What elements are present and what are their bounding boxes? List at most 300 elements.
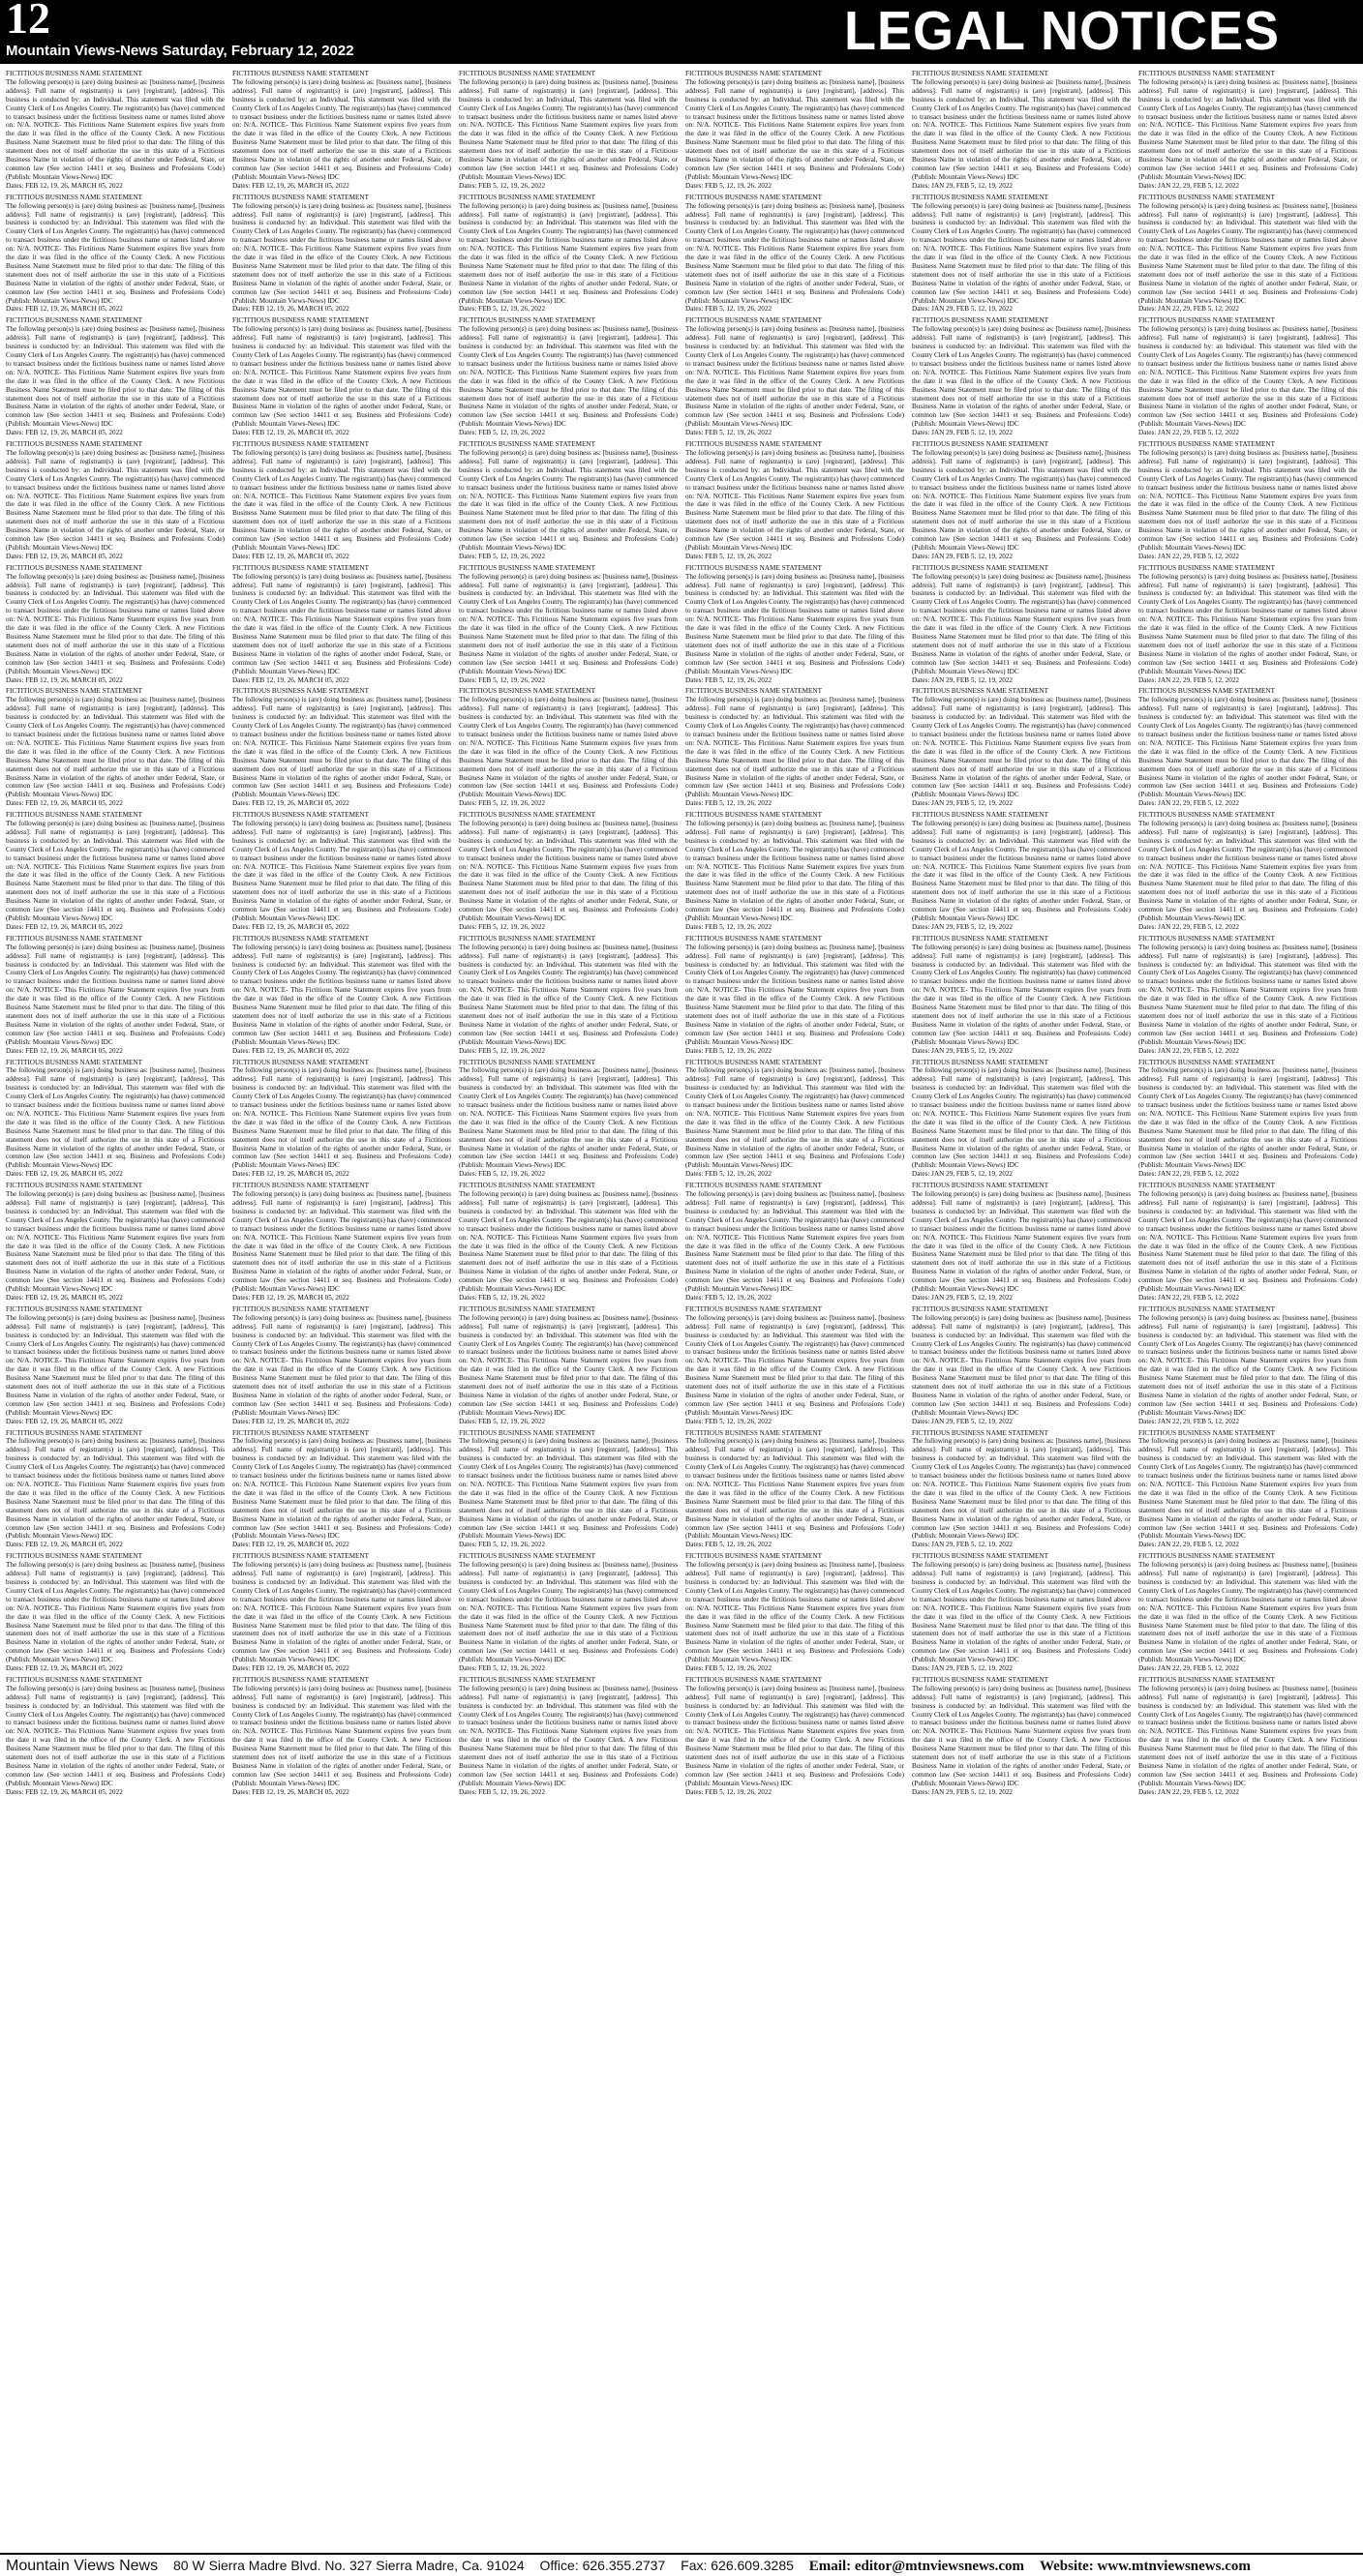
notice-body: The following person(s) is (are) doing business as: [business name], [business address]. Full name of registrant(s) is (are) [registrant], [address]. This business is conducted by: an Individual. This statement was filed with the County Clerk of Los Angeles County. The registrant(s) has (have) commenced to transact business under the fictitious business name or names listed above on: N/A. NOTICE- This Fictitious Name Statement expires five years from the date it was filed in the office of the County Clerk. A new Fictitious Business Name Statement must be filed prior to that date. The filing of this statement does not of itself authorize the use in this state of a Fictitious Business Name in violation of the rights of another under Federal, State, or common law (See section 14411 et seq. Business and Professions Code)(Publish: Mountain Views-News) IDC [685,325,904,429]
notice-body: The following person(s) is (are) doing business as: [business name], [business address]. Full name of registrant(s) is (are) [registrant], [address]. This business is conducted by: an Individual. This statement was filed with the County Clerk of Los Angeles County. The registrant(s) has (have) commenced to transact business under the fictitious business name or names listed above on: N/A. NOTICE- This Fictitious Name Statement expires five years from the date it was filed in the office of the County Clerk. A new Fictitious Business Name Statement must be filed prior to that date. The filing of this statement does not of itself authorize the use in this state of a Fictitious Business Name in violation of the rights of another under Federal, State, or common law (See section 14411 et seq. Business and Professions Code)(Publish: Mountain Views-News) IDC [912,448,1131,552]
notice-publish-dates: Dates: JAN 29, FEB 5, 12, 19, 2022 [912,1417,1014,1425]
fictitious-business-name-notice [232,811,451,932]
notice-body: The following person(s) is (are) doing business as: [business name], [business address]. Full name of registrant(s) is (are) [registrant], [address]. This business is conducted by: an Individual. This statement was filed with the County Clerk of Los Angeles County. The registrant(s) has (have) commenced to transact business under the fictitious business name or names listed above on: N/A. NOTICE- This Fictitious Name Statement expires five years from the date it was filed in the office of the County Clerk. A new Fictitious Business Name Statement must be filed prior to that date. The filing of this statement does not of itself authorize the use in this state of a Fictitious Business Name in violation of the rights of another under Federal, State, or common law (See section 14411 et seq. Business and Professions Code)(Publish: Mountain Views-News) IDC [912,1066,1131,1170]
notice-heading: FICTITIOUS BUSINESS NAME STATEMENT [1138,934,1275,943]
notice-publish-dates: Dates: FEB 5, 12, 19, 26, 2022 [459,675,546,684]
notice-heading: FICTITIOUS BUSINESS NAME STATEMENT [685,1428,822,1437]
fictitious-business-name-notice [6,564,225,685]
notice-body: The following person(s) is (are) doing business as: [business name], [business address]. Full name of registrant(s) is (are) [registrant], [address]. This business is conducted by: an Individual. This statement was filed with the County Clerk of Los Angeles County. The registrant(s) has (have) commenced to transact business under the fictitious business name or names listed above on: N/A. NOTICE- This Fictitious Name Statement expires five years from the date it was filed in the office of the County Clerk. A new Fictitious Business Name Statement must be filed prior to that date. The filing of this statement does not of itself authorize the use in this state of a Fictitious Business Name in violation of the rights of another under Federal, State, or common law (See section 14411 et seq. Business and Professions Code)(Publish: Mountain Views-News) IDC [685,1313,904,1417]
footer-paper-name: Mountain Views News [6,2558,159,2574]
notice-publish-dates: Dates: FEB 12, 19, 26, MARCH 05, 2022 [232,1293,349,1302]
notice-body: The following person(s) is (are) doing business as: [business name], [business address]. Full name of registrant(s) is (are) [registrant], [address]. This business is conducted by: an Individual. This statement was filed with the County Clerk of Los Angeles County. The registrant(s) has (have) commenced to transact business under the fictitious business name or names listed above on: N/A. NOTICE- This Fictitious Name Statement expires five years from the date it was filed in the office of the County Clerk. A new Fictitious Business Name Statement must be filed prior to that date. The filing of this statement does not of itself authorize the use in this state of a Fictitious Business Name in violation of the rights of another under Federal, State, or common law (See section 14411 et seq. Business and Professions Code)(Publish: Mountain Views-News) IDC [1138,1684,1357,1787]
fictitious-business-name-notice [685,1305,904,1426]
fictitious-business-name-notice [6,440,225,561]
notice-publish-dates: Dates: FEB 12, 19, 26, MARCH 05, 2022 [232,1664,349,1673]
notice-heading: FICTITIOUS BUSINESS NAME STATEMENT [912,563,1048,572]
notice-body: The following person(s) is (are) doing business as: [business name], [business address]. Full name of registrant(s) is (are) [registrant], [address]. This business is conducted by: an Individual. This statement was filed with the County Clerk of Los Angeles County. The registrant(s) has (have) commenced to transact business under the fictitious business name or names listed above on: N/A. NOTICE- This Fictitious Name Statement expires five years from the date it was filed in the office of the County Clerk. A new Fictitious Business Name Statement must be filed prior to that date. The filing of this statement does not of itself authorize the use in this state of a Fictitious Business Name in violation of the rights of another under Federal, State, or common law (See section 14411 et seq. Business and Professions Code)(Publish: Mountain Views-News) IDC [685,820,904,922]
notice-publish-dates: Dates: FEB 5, 12, 19, 26, 2022 [459,1541,546,1549]
notice-body: The following person(s) is (are) doing business as: [business name], [business address]. Full name of registrant(s) is (are) [registrant], [address]. This business is conducted by: an Individual. This statement was filed with the County Clerk of Los Angeles County. The registrant(s) has (have) commenced to transact business under the fictitious business name or names listed above on: N/A. NOTICE- This Fictitious Name Statement expires five years from the date it was filed in the office of the County Clerk. A new Fictitious Business Name Statement must be filed prior to that date. The filing of this statement does not of itself authorize the use in this state of a Fictitious Business Name in violation of the rights of another under Federal, State, or common law (See section 14411 et seq. Business and Professions Code)(Publish: Mountain Views-News) IDC [1138,572,1357,675]
fictitious-business-name-notice [685,1429,904,1550]
fictitious-business-name-notice [232,1552,451,1673]
section-title: LEGAL NOTICES [843,0,1280,62]
notice-heading: FICTITIOUS BUSINESS NAME STATEMENT [232,193,369,201]
fictitious-business-name-notice [1138,70,1357,191]
notice-heading: FICTITIOUS BUSINESS NAME STATEMENT [1138,70,1275,77]
notice-publish-dates: Dates: JAN 22, 29, FEB 5, 12, 2022 [1138,429,1240,437]
notice-body: The following person(s) is (are) doing business as: [business name], [business address]. Full name of registrant(s) is (are) [registrant], [address]. This business is conducted by: an Individual. This statement was filed with the County Clerk of Los Angeles County. The registrant(s) has (have) commenced to transact business under the fictitious business name or names listed above on: N/A. NOTICE- This Fictitious Name Statement expires five years from the date it was filed in the office of the County Clerk. A new Fictitious Business Name Statement must be filed prior to that date. The filing of this statement does not of itself authorize the use in this state of a Fictitious Business Name in violation of the rights of another under Federal, State, or common law (See section 14411 et seq. Business and Professions Code)(Publish: Mountain Views-News) IDC [1138,201,1357,305]
notice-heading: FICTITIOUS BUSINESS NAME STATEMENT [1138,1182,1275,1190]
fictitious-business-name-notice [459,935,678,1056]
notice-heading: FICTITIOUS BUSINESS NAME STATEMENT [232,1428,369,1437]
notice-body: The following person(s) is (are) doing business as: [business name], [business address]. Full name of registrant(s) is (are) [registrant], [address]. This business is conducted by: an Individual. This statement was filed with the County Clerk of Los Angeles County. The registrant(s) has (have) commenced to transact business under the fictitious business name or names listed above on: N/A. NOTICE- This Fictitious Name Statement expires five years from the date it was filed in the office of the County Clerk. A new Fictitious Business Name Statement must be filed prior to that date. The filing of this statement does not of itself authorize the use in this state of a Fictitious Business Name in violation of the rights of another under Federal, State, or common law (See section 14411 et seq. Business and Professions Code)(Publish: Mountain Views-News) IDC [459,1437,678,1541]
notice-heading: FICTITIOUS BUSINESS NAME STATEMENT [685,193,822,201]
notice-publish-dates: Dates: FEB 5, 12, 19, 26, 2022 [459,552,546,560]
notice-publish-dates: Dates: JAN 29, FEB 5, 12, 19, 2022 [912,1787,1014,1796]
notice-heading: FICTITIOUS BUSINESS NAME STATEMENT [912,193,1048,201]
notice-publish-dates: Dates: FEB 12, 19, 26, MARCH 05, 2022 [232,675,349,684]
notice-publish-dates: Dates: FEB 5, 12, 19, 26, 2022 [459,1293,546,1302]
notice-publish-dates: Dates: FEB 5, 12, 19, 26, 2022 [459,922,546,931]
notice-heading: FICTITIOUS BUSINESS NAME STATEMENT [459,70,595,77]
notice-publish-dates: Dates: FEB 12, 19, 26, MARCH 05, 2022 [6,1787,123,1796]
notice-body: The following person(s) is (are) doing business as: [business name], [business address]. Full name of registrant(s) is (are) [registrant], [address]. This business is conducted by: an Individual. This statement was filed with the County Clerk of Los Angeles County. The registrant(s) has (have) commenced to transact business under the fictitious business name or names listed above on: N/A. NOTICE- This Fictitious Name Statement expires five years from the date it was filed in the office of the County Clerk. A new Fictitious Business Name Statement must be filed prior to that date. The filing of this statement does not of itself authorize the use in this state of a Fictitious Business Name in violation of the rights of another under Federal, State, or common law (See section 14411 et seq. Business and Professions Code)(Publish: Mountain Views-News) IDC [912,1561,1131,1664]
fictitious-business-name-notice [1138,1429,1357,1550]
notice-body: The following person(s) is (are) doing business as: [business name], [business address]. Full name of registrant(s) is (are) [registrant], [address]. This business is conducted by: an Individual. This statement was filed with the County Clerk of Los Angeles County. The registrant(s) has (have) commenced to transact business under the fictitious business name or names listed above on: N/A. NOTICE- This Fictitious Name Statement expires five years from the date it was filed in the office of the County Clerk. A new Fictitious Business Name Statement must be filed prior to that date. The filing of this statement does not of itself authorize the use in this state of a Fictitious Business Name in violation of the rights of another under Federal, State, or common law (See section 14411 et seq. Business and Professions Code)(Publish: Mountain Views-News) IDC [1138,77,1357,181]
notice-heading: FICTITIOUS BUSINESS NAME STATEMENT [459,440,595,449]
notice-body: The following person(s) is (are) doing business as: [business name], [business address]. Full name of registrant(s) is (are) [registrant], [address]. This business is conducted by: an Individual. This statement was filed with the County Clerk of Los Angeles County. The registrant(s) has (have) commenced to transact business under the fictitious business name or names listed above on: N/A. NOTICE- This Fictitious Name Statement expires five years from the date it was filed in the office of the County Clerk. A new Fictitious Business Name Statement must be filed prior to that date. The filing of this statement does not of itself authorize the use in this state of a Fictitious Business Name in violation of the rights of another under Federal, State, or common law (See section 14411 et seq. Business and Professions Code)(Publish: Mountain Views-News) IDC [6,1190,225,1294]
notice-publish-dates: Dates: FEB 12, 19, 26, MARCH 05, 2022 [6,799,123,808]
fictitious-business-name-notice [232,1676,451,1797]
notice-publish-dates: Dates: JAN 22, 29, FEB 5, 12, 2022 [1138,1170,1240,1179]
notice-publish-dates: Dates: FEB 5, 12, 19, 26, 2022 [459,1046,546,1055]
notice-body: The following person(s) is (are) doing business as: [business name], [business address]. Full name of registrant(s) is (are) [registrant], [address]. This business is conducted by: an Individual. This statement was filed with the County Clerk of Los Angeles County. The registrant(s) has (have) commenced to transact business under the fictitious business name or names listed above on: N/A. NOTICE- This Fictitious Name Statement expires five years from the date it was filed in the office of the County Clerk. A new Fictitious Business Name Statement must be filed prior to that date. The filing of this statement does not of itself authorize the use in this state of a Fictitious Business Name in violation of the rights of another under Federal, State, or common law (See section 14411 et seq. Business and Professions Code)(Publish: Mountain Views-News) IDC [232,943,451,1046]
notice-heading: FICTITIOUS BUSINESS NAME STATEMENT [232,1182,369,1190]
notice-publish-dates: Dates: FEB 12, 19, 26, MARCH 05, 2022 [6,305,123,314]
notice-body: The following person(s) is (are) doing business as: [business name], [business address]. Full name of registrant(s) is (are) [registrant], [address]. This business is conducted by: an Individual. This statement was filed with the County Clerk of Los Angeles County. The registrant(s) has (have) commenced to transact business under the fictitious business name or names listed above on: N/A. NOTICE- This Fictitious Name Statement expires five years from the date it was filed in the office of the County Clerk. A new Fictitious Business Name Statement must be filed prior to that date. The filing of this statement does not of itself authorize the use in this state of a Fictitious Business Name in violation of the rights of another under Federal, State, or common law (See section 14411 et seq. Business and Professions Code)(Publish: Mountain Views-News) IDC [459,77,678,181]
footer-address: 80 W Sierra Madre Blvd. No. 327 Sierra Madre, Ca. 91024 [173,2558,525,2573]
notice-body: The following person(s) is (are) doing business as: [business name], [business address]. Full name of registrant(s) is (are) [registrant], [address]. This business is conducted by: an Individual. This statement was filed with the County Clerk of Los Angeles County. The registrant(s) has (have) commenced to transact business under the fictitious business name or names listed above on: N/A. NOTICE- This Fictitious Name Statement expires five years from the date it was filed in the office of the County Clerk. A new Fictitious Business Name Statement must be filed prior to that date. The filing of this statement does not of itself authorize the use in this state of a Fictitious Business Name in violation of the rights of another under Federal, State, or common law (See section 14411 et seq. Business and Professions Code)(Publish: Mountain Views-News) IDC [685,77,904,181]
notice-publish-dates: Dates: FEB 12, 19, 26, MARCH 05, 2022 [6,1417,123,1425]
notice-publish-dates: Dates: FEB 5, 12, 19, 26, 2022 [685,1417,772,1425]
notice-column [232,70,451,2537]
notice-body: The following person(s) is (are) doing business as: [business name], [business address]. Full name of registrant(s) is (are) [registrant], [address]. This business is conducted by: an Individual. This statement was filed with the County Clerk of Los Angeles County. The registrant(s) has (have) commenced to transact business under the fictitious business name or names listed above on: N/A. NOTICE- This Fictitious Name Statement expires five years from the date it was filed in the office of the County Clerk. A new Fictitious Business Name Statement must be filed prior to that date. The filing of this statement does not of itself authorize the use in this state of a Fictitious Business Name in violation of the rights of another under Federal, State, or common law (See section 14411 et seq. Business and Professions Code)(Publish: Mountain Views-News) IDC [1138,1561,1357,1664]
notice-heading: FICTITIOUS BUSINESS NAME STATEMENT [912,1428,1048,1437]
notice-body: The following person(s) is (are) doing business as: [business name], [business address]. Full name of registrant(s) is (are) [registrant], [address]. This business is conducted by: an Individual. This statement was filed with the County Clerk of Los Angeles County. The registrant(s) has (have) commenced to transact business under the fictitious business name or names listed above on: N/A. NOTICE- This Fictitious Name Statement expires five years from the date it was filed in the office of the County Clerk. A new Fictitious Business Name Statement must be filed prior to that date. The filing of this statement does not of itself authorize the use in this state of a Fictitious Business Name in violation of the rights of another under Federal, State, or common law (See section 14411 et seq. Business and Professions Code)(Publish: Mountain Views-News) IDC [1138,1437,1357,1541]
notice-publish-dates: Dates: JAN 22, 29, FEB 5, 12, 2022 [1138,922,1240,931]
fictitious-business-name-notice [1138,316,1357,437]
notice-body: The following person(s) is (are) doing business as: [business name], [business address]. Full name of registrant(s) is (are) [registrant], [address]. This business is conducted by: an Individual. This statement was filed with the County Clerk of Los Angeles County. The registrant(s) has (have) commenced to transact business under the fictitious business name or names listed above on: N/A. NOTICE- This Fictitious Name Statement expires five years from the date it was filed in the office of the County Clerk. A new Fictitious Business Name Statement must be filed prior to that date. The filing of this statement does not of itself authorize the use in this state of a Fictitious Business Name in violation of the rights of another under Federal, State, or common law (See section 14411 et seq. Business and Professions Code)(Publish: Mountain Views-News) IDC [685,696,904,799]
notice-body: The following person(s) is (are) doing business as: [business name], [business address]. Full name of registrant(s) is (are) [registrant], [address]. This business is conducted by: an Individual. This statement was filed with the County Clerk of Los Angeles County. The registrant(s) has (have) commenced to transact business under the fictitious business name or names listed above on: N/A. NOTICE- This Fictitious Name Statement expires five years from the date it was filed in the office of the County Clerk. A new Fictitious Business Name Statement must be filed prior to that date. The filing of this statement does not of itself authorize the use in this state of a Fictitious Business Name in violation of the rights of another under Federal, State, or common law (See section 14411 et seq. Business and Professions Code)(Publish: Mountain Views-News) IDC [6,1684,225,1787]
notice-publish-dates: Dates: FEB 12, 19, 26, MARCH 05, 2022 [232,305,349,314]
notice-heading: FICTITIOUS BUSINESS NAME STATEMENT [912,1058,1048,1066]
notice-publish-dates: Dates: FEB 5, 12, 19, 26, 2022 [459,429,546,437]
notice-body: The following person(s) is (are) doing business as: [business name], [business address]. Full name of registrant(s) is (are) [registrant], [address]. This business is conducted by: an Individual. This statement was filed with the County Clerk of Los Angeles County. The registrant(s) has (have) commenced to transact business under the fictitious business name or names listed above on: N/A. NOTICE- This Fictitious Name Statement expires five years from the date it was filed in the office of the County Clerk. A new Fictitious Business Name Statement must be filed prior to that date. The filing of this statement does not of itself authorize the use in this state of a Fictitious Business Name in violation of the rights of another under Federal, State, or common law (See section 14411 et seq. Business and Professions Code)(Publish: Mountain Views-News) IDC [685,572,904,675]
fictitious-business-name-notice [685,1676,904,1797]
fictitious-business-name-notice [232,70,451,191]
notice-body: The following person(s) is (are) doing business as: [business name], [business address]. Full name of registrant(s) is (are) [registrant], [address]. This business is conducted by: an Individual. This statement was filed with the County Clerk of Los Angeles County. The registrant(s) has (have) commenced to transact business under the fictitious business name or names listed above on: N/A. NOTICE- This Fictitious Name Statement expires five years from the date it was filed in the office of the County Clerk. A new Fictitious Business Name Statement must be filed prior to that date. The filing of this statement does not of itself authorize the use in this state of a Fictitious Business Name in violation of the rights of another under Federal, State, or common law (See section 14411 et seq. Business and Professions Code)(Publish: Mountain Views-News) IDC [459,943,678,1046]
page-number: 12 [6,0,50,43]
notice-heading: FICTITIOUS BUSINESS NAME STATEMENT [1138,440,1275,449]
notice-publish-dates: Dates: FEB 12, 19, 26, MARCH 05, 2022 [6,675,123,684]
footer-website-link[interactable]: Website: www.mtnviewsnews.com [1039,2559,1251,2574]
notice-publish-dates: Dates: FEB 5, 12, 19, 26, 2022 [459,305,546,314]
notice-publish-dates: Dates: JAN 29, FEB 5, 12, 19, 2022 [912,1170,1014,1179]
notice-publish-dates: Dates: FEB 5, 12, 19, 26, 2022 [459,1417,546,1425]
notice-body: The following person(s) is (are) doing business as: [business name], [business address]. Full name of registrant(s) is (are) [registrant], [address]. This business is conducted by: an Individual. This statement was filed with the County Clerk of Los Angeles County. The registrant(s) has (have) commenced to transact business under the fictitious business name or names listed above on: N/A. NOTICE- This Fictitious Name Statement expires five years from the date it was filed in the office of the County Clerk. A new Fictitious Business Name Statement must be filed prior to that date. The filing of this statement does not of itself authorize the use in this state of a Fictitious Business Name in violation of the rights of another under Federal, State, or common law (See section 14411 et seq. Business and Professions Code)(Publish: Mountain Views-News) IDC [912,696,1131,799]
notice-body: The following person(s) is (are) doing business as: [business name], [business address]. Full name of registrant(s) is (are) [registrant], [address]. This business is conducted by: an Individual. This statement was filed with the County Clerk of Los Angeles County. The registrant(s) has (have) commenced to transact business under the fictitious business name or names listed above on: N/A. NOTICE- This Fictitious Name Statement expires five years from the date it was filed in the office of the County Clerk. A new Fictitious Business Name Statement must be filed prior to that date. The filing of this statement does not of itself authorize the use in this state of a Fictitious Business Name in violation of the rights of another under Federal, State, or common law (See section 14411 et seq. Business and Professions Code)(Publish: Mountain Views-News) IDC [1138,1066,1357,1170]
fictitious-business-name-notice [912,194,1131,315]
notice-body: The following person(s) is (are) doing business as: [business name], [business address]. Full name of registrant(s) is (are) [registrant], [address]. This business is conducted by: an Individual. This statement was filed with the County Clerk of Los Angeles County. The registrant(s) has (have) commenced to transact business under the fictitious business name or names listed above on: N/A. NOTICE- This Fictitious Name Statement expires five years from the date it was filed in the office of the County Clerk. A new Fictitious Business Name Statement must be filed prior to that date. The filing of this statement does not of itself authorize the use in this state of a Fictitious Business Name in violation of the rights of another under Federal, State, or common law (See section 14411 et seq. Business and Professions Code)(Publish: Mountain Views-News) IDC [459,1190,678,1294]
notice-publish-dates: Dates: JAN 22, 29, FEB 5, 12, 2022 [1138,181,1240,190]
notice-heading: FICTITIOUS BUSINESS NAME STATEMENT [685,70,822,77]
notice-heading: FICTITIOUS BUSINESS NAME STATEMENT [459,1304,595,1313]
notice-heading: FICTITIOUS BUSINESS NAME STATEMENT [6,70,142,77]
notice-column [6,70,225,2537]
fictitious-business-name-notice [232,1305,451,1426]
notice-publish-dates: Dates: JAN 22, 29, FEB 5, 12, 2022 [1138,552,1240,560]
fictitious-business-name-notice [912,1182,1131,1303]
notice-heading: FICTITIOUS BUSINESS NAME STATEMENT [685,934,822,943]
fictitious-business-name-notice [6,1429,225,1550]
notice-publish-dates: Dates: FEB 5, 12, 19, 26, 2022 [459,1170,546,1179]
notice-publish-dates: Dates: FEB 12, 19, 26, MARCH 05, 2022 [6,922,123,931]
notice-body: The following person(s) is (are) doing business as: [business name], [business address]. Full name of registrant(s) is (are) [registrant], [address]. This business is conducted by: an Individual. This statement was filed with the County Clerk of Los Angeles County. The registrant(s) has (have) commenced to transact business under the fictitious business name or names listed above on: N/A. NOTICE- This Fictitious Name Statement expires five years from the date it was filed in the office of the County Clerk. A new Fictitious Business Name Statement must be filed prior to that date. The filing of this statement does not of itself authorize the use in this state of a Fictitious Business Name in violation of the rights of another under Federal, State, or common law (See section 14411 et seq. Business and Professions Code)(Publish: Mountain Views-News) IDC [459,572,678,675]
fictitious-business-name-notice [232,440,451,561]
notice-heading: FICTITIOUS BUSINESS NAME STATEMENT [685,563,822,572]
notice-body: The following person(s) is (are) doing business as: [business name], [business address]. Full name of registrant(s) is (are) [registrant], [address]. This business is conducted by: an Individual. This statement was filed with the County Clerk of Los Angeles County. The registrant(s) has (have) commenced to transact business under the fictitious business name or names listed above on: N/A. NOTICE- This Fictitious Name Statement expires five years from the date it was filed in the office of the County Clerk. A new Fictitious Business Name Statement must be filed prior to that date. The filing of this statement does not of itself authorize the use in this state of a Fictitious Business Name in violation of the rights of another under Federal, State, or common law (See section 14411 et seq. Business and Professions Code)(Publish: Mountain Views-News) IDC [232,448,451,552]
fictitious-business-name-notice [459,1552,678,1673]
notice-body: The following person(s) is (are) doing business as: [business name], [business address]. Full name of registrant(s) is (are) [registrant], [address]. This business is conducted by: an Individual. This statement was filed with the County Clerk of Los Angeles County. The registrant(s) has (have) commenced to transact business under the fictitious business name or names listed above on: N/A. NOTICE- This Fictitious Name Statement expires five years from the date it was filed in the office of the County Clerk. A new Fictitious Business Name Statement must be filed prior to that date. The filing of this statement does not of itself authorize the use in this state of a Fictitious Business Name in violation of the rights of another under Federal, State, or common law (See section 14411 et seq. Business and Professions Code)(Publish: Mountain Views-News) IDC [459,325,678,429]
fictitious-business-name-notice [232,1059,451,1180]
notice-body: The following person(s) is (are) doing business as: [business name], [business address]. Full name of registrant(s) is (are) [registrant], [address]. This business is conducted by: an Individual. This statement was filed with the County Clerk of Los Angeles County. The registrant(s) has (have) commenced to transact business under the fictitious business name or names listed above on: N/A. NOTICE- This Fictitious Name Statement expires five years from the date it was filed in the office of the County Clerk. A new Fictitious Business Name Statement must be filed prior to that date. The filing of this statement does not of itself authorize the use in this state of a Fictitious Business Name in violation of the rights of another under Federal, State, or common law (See section 14411 et seq. Business and Professions Code)(Publish: Mountain Views-News) IDC [685,1190,904,1294]
fictitious-business-name-notice [6,70,225,191]
notice-body: The following person(s) is (are) doing business as: [business name], [business address]. Full name of registrant(s) is (are) [registrant], [address]. This business is conducted by: an Individual. This statement was filed with the County Clerk of Los Angeles County. The registrant(s) has (have) commenced to transact business under the fictitious business name or names listed above on: N/A. NOTICE- This Fictitious Name Statement expires five years from the date it was filed in the office of the County Clerk. A new Fictitious Business Name Statement must be filed prior to that date. The filing of this statement does not of itself authorize the use in this state of a Fictitious Business Name in violation of the rights of another under Federal, State, or common law (See section 14411 et seq. Business and Professions Code)(Publish: Mountain Views-News) IDC [1138,448,1357,552]
notice-heading: FICTITIOUS BUSINESS NAME STATEMENT [6,1058,142,1066]
notice-heading: FICTITIOUS BUSINESS NAME STATEMENT [6,316,142,325]
notice-body: The following person(s) is (are) doing business as: [business name], [business address]. Full name of registrant(s) is (are) [registrant], [address]. This business is conducted by: an Individual. This statement was filed with the County Clerk of Los Angeles County. The registrant(s) has (have) commenced to transact business under the fictitious business name or names listed above on: N/A. NOTICE- This Fictitious Name Statement expires five years from the date it was filed in the office of the County Clerk. A new Fictitious Business Name Statement must be filed prior to that date. The filing of this statement does not of itself authorize the use in this state of a Fictitious Business Name in violation of the rights of another under Federal, State, or common law (See section 14411 et seq. Business and Professions Code)(Publish: Mountain Views-News) IDC [685,448,904,552]
notice-publish-dates: Dates: FEB 5, 12, 19, 26, 2022 [685,552,772,560]
notice-heading: FICTITIOUS BUSINESS NAME STATEMENT [459,1675,595,1684]
notice-publish-dates: Dates: FEB 12, 19, 26, MARCH 05, 2022 [232,1787,349,1796]
notice-publish-dates: Dates: FEB 5, 12, 19, 26, 2022 [685,1541,772,1549]
fictitious-business-name-notice [685,1552,904,1673]
notice-heading: FICTITIOUS BUSINESS NAME STATEMENT [459,193,595,201]
notice-body: The following person(s) is (are) doing business as: [business name], [business address]. Full name of registrant(s) is (are) [registrant], [address]. This business is conducted by: an Individual. This statement was filed with the County Clerk of Los Angeles County. The registrant(s) has (have) commenced to transact business under the fictitious business name or names listed above on: N/A. NOTICE- This Fictitious Name Statement expires five years from the date it was filed in the office of the County Clerk. A new Fictitious Business Name Statement must be filed prior to that date. The filing of this statement does not of itself authorize the use in this state of a Fictitious Business Name in violation of the rights of another under Federal, State, or common law (See section 14411 et seq. Business and Professions Code)(Publish: Mountain Views-News) IDC [1138,1313,1357,1417]
notice-publish-dates: Dates: FEB 12, 19, 26, MARCH 05, 2022 [232,922,349,931]
fictitious-business-name-notice [232,316,451,437]
notice-body: The following person(s) is (are) doing business as: [business name], [business address]. Full name of registrant(s) is (are) [registrant], [address]. This business is conducted by: an Individual. This statement was filed with the County Clerk of Los Angeles County. The registrant(s) has (have) commenced to transact business under the fictitious business name or names listed above on: N/A. NOTICE- This Fictitious Name Statement expires five years from the date it was filed in the office of the County Clerk. A new Fictitious Business Name Statement must be filed prior to that date. The filing of this statement does not of itself authorize the use in this state of a Fictitious Business Name in violation of the rights of another under Federal, State, or common law (See section 14411 et seq. Business and Professions Code)(Publish: Mountain Views-News) IDC [912,943,1131,1046]
notice-publish-dates: Dates: FEB 12, 19, 26, MARCH 05, 2022 [6,429,123,437]
fictitious-business-name-notice [232,687,451,808]
notice-publish-dates: Dates: JAN 29, FEB 5, 12, 19, 2022 [912,1664,1014,1673]
notice-body: The following person(s) is (are) doing business as: [business name], [business address]. Full name of registrant(s) is (are) [registrant], [address]. This business is conducted by: an Individual. This statement was filed with the County Clerk of Los Angeles County. The registrant(s) has (have) commenced to transact business under the fictitious business name or names listed above on: N/A. NOTICE- This Fictitious Name Statement expires five years from the date it was filed in the office of the County Clerk. A new Fictitious Business Name Statement must be filed prior to that date. The filing of this statement does not of itself authorize the use in this state of a Fictitious Business Name in violation of the rights of another under Federal, State, or common law (See section 14411 et seq. Business and Professions Code)(Publish: Mountain Views-News) IDC [912,325,1131,429]
notice-body: The following person(s) is (are) doing business as: [business name], [business address]. Full name of registrant(s) is (are) [registrant], [address]. This business is conducted by: an Individual. This statement was filed with the County Clerk of Los Angeles County. The registrant(s) has (have) commenced to transact business under the fictitious business name or names listed above on: N/A. NOTICE- This Fictitious Name Statement expires five years from the date it was filed in the office of the County Clerk. A new Fictitious Business Name Statement must be filed prior to that date. The filing of this statement does not of itself authorize the use in this state of a Fictitious Business Name in violation of the rights of another under Federal, State, or common law (See section 14411 et seq. Business and Professions Code)(Publish: Mountain Views-News) IDC [912,1190,1131,1294]
notice-body: The following person(s) is (are) doing business as: [business name], [business address]. Full name of registrant(s) is (are) [registrant], [address]. This business is conducted by: an Individual. This statement was filed with the County Clerk of Los Angeles County. The registrant(s) has (have) commenced to transact business under the fictitious business name or names listed above on: N/A. NOTICE- This Fictitious Name Statement expires five years from the date it was filed in the office of the County Clerk. A new Fictitious Business Name Statement must be filed prior to that date. The filing of this statement does not of itself authorize the use in this state of a Fictitious Business Name in violation of the rights of another under Federal, State, or common law (See section 14411 et seq. Business and Professions Code)(Publish: Mountain Views-News) IDC [232,572,451,675]
notice-body: The following person(s) is (are) doing business as: [business name], [business address]. Full name of registrant(s) is (are) [registrant], [address]. This business is conducted by: an Individual. This statement was filed with the County Clerk of Los Angeles County. The registrant(s) has (have) commenced to transact business under the fictitious business name or names listed above on: N/A. NOTICE- This Fictitious Name Statement expires five years from the date it was filed in the office of the County Clerk. A new Fictitious Business Name Statement must be filed prior to that date. The filing of this statement does not of itself authorize the use in this state of a Fictitious Business Name in violation of the rights of another under Federal, State, or common law (See section 14411 et seq. Business and Professions Code)(Publish: Mountain Views-News) IDC [6,572,225,675]
fictitious-business-name-notice [6,316,225,437]
fictitious-business-name-notice [232,1182,451,1303]
notice-heading: FICTITIOUS BUSINESS NAME STATEMENT [6,1552,142,1561]
fictitious-business-name-notice [1138,564,1357,685]
notice-publish-dates: Dates: FEB 12, 19, 26, MARCH 05, 2022 [232,552,349,560]
notice-body: The following person(s) is (are) doing business as: [business name], [business address]. Full name of registrant(s) is (are) [registrant], [address]. This business is conducted by: an Individual. This statement was filed with the County Clerk of Los Angeles County. The registrant(s) has (have) commenced to transact business under the fictitious business name or names listed above on: N/A. NOTICE- This Fictitious Name Statement expires five years from the date it was filed in the office of the County Clerk. A new Fictitious Business Name Statement must be filed prior to that date. The filing of this statement does not of itself authorize the use in this state of a Fictitious Business Name in violation of the rights of another under Federal, State, or common law (See section 14411 et seq. Business and Professions Code)(Publish: Mountain Views-News) IDC [6,1313,225,1417]
notice-heading: FICTITIOUS BUSINESS NAME STATEMENT [232,1058,369,1066]
notice-publish-dates: Dates: JAN 22, 29, FEB 5, 12, 2022 [1138,1046,1240,1055]
fictitious-business-name-notice [685,935,904,1056]
notice-heading: FICTITIOUS BUSINESS NAME STATEMENT [912,1304,1048,1313]
notice-body: The following person(s) is (are) doing business as: [business name], [business address]. Full name of registrant(s) is (are) [registrant], [address]. This business is conducted by: an Individual. This statement was filed with the County Clerk of Los Angeles County. The registrant(s) has (have) commenced to transact business under the fictitious business name or names listed above on: N/A. NOTICE- This Fictitious Name Statement expires five years from the date it was filed in the office of the County Clerk. A new Fictitious Business Name Statement must be filed prior to that date. The filing of this statement does not of itself authorize the use in this state of a Fictitious Business Name in violation of the rights of another under Federal, State, or common law (See section 14411 et seq. Business and Professions Code)(Publish: Mountain Views-News) IDC [459,1313,678,1417]
fictitious-business-name-notice [6,1182,225,1303]
notice-body: The following person(s) is (are) doing business as: [business name], [business address]. Full name of registrant(s) is (are) [registrant], [address]. This business is conducted by: an Individual. This statement was filed with the County Clerk of Los Angeles County. The registrant(s) has (have) commenced to transact business under the fictitious business name or names listed above on: N/A. NOTICE- This Fictitious Name Statement expires five years from the date it was filed in the office of the County Clerk. A new Fictitious Business Name Statement must be filed prior to that date. The filing of this statement does not of itself authorize the use in this state of a Fictitious Business Name in violation of the rights of another under Federal, State, or common law (See section 14411 et seq. Business and Professions Code)(Publish: Mountain Views-News) IDC [6,448,225,552]
notice-heading: FICTITIOUS BUSINESS NAME STATEMENT [912,1182,1048,1190]
notice-publish-dates: Dates: FEB 12, 19, 26, MARCH 05, 2022 [6,1170,123,1179]
notice-heading: FICTITIOUS BUSINESS NAME STATEMENT [459,1428,595,1437]
notice-heading: FICTITIOUS BUSINESS NAME STATEMENT [459,687,595,696]
notice-heading: FICTITIOUS BUSINESS NAME STATEMENT [232,440,369,449]
fictitious-business-name-notice [912,1059,1131,1180]
notice-heading: FICTITIOUS BUSINESS NAME STATEMENT [685,1182,822,1190]
notice-body: The following person(s) is (are) doing business as: [business name], [business address]. Full name of registrant(s) is (are) [registrant], [address]. This business is conducted by: an Individual. This statement was filed with the County Clerk of Los Angeles County. The registrant(s) has (have) commenced to transact business under the fictitious business name or names listed above on: N/A. NOTICE- This Fictitious Name Statement expires five years from the date it was filed in the office of the County Clerk. A new Fictitious Business Name Statement must be filed prior to that date. The filing of this statement does not of itself authorize the use in this state of a Fictitious Business Name in violation of the rights of another under Federal, State, or common law (See section 14411 et seq. Business and Professions Code)(Publish: Mountain Views-News) IDC [232,820,451,922]
notice-heading: FICTITIOUS BUSINESS NAME STATEMENT [6,1675,142,1684]
notice-publish-dates: Dates: FEB 12, 19, 26, MARCH 05, 2022 [6,181,123,190]
fictitious-business-name-notice [912,70,1131,191]
notice-body: The following person(s) is (are) doing business as: [business name], [business address]. Full name of registrant(s) is (are) [registrant], [address]. This business is conducted by: an Individual. This statement was filed with the County Clerk of Los Angeles County. The registrant(s) has (have) commenced to transact business under the fictitious business name or names listed above on: N/A. NOTICE- This Fictitious Name Statement expires five years from the date it was filed in the office of the County Clerk. A new Fictitious Business Name Statement must be filed prior to that date. The filing of this statement does not of itself authorize the use in this state of a Fictitious Business Name in violation of the rights of another under Federal, State, or common law (See section 14411 et seq. Business and Professions Code)(Publish: Mountain Views-News) IDC [459,1684,678,1787]
notice-heading: FICTITIOUS BUSINESS NAME STATEMENT [685,440,822,449]
notice-body: The following person(s) is (are) doing business as: [business name], [business address]. Full name of registrant(s) is (are) [registrant], [address]. This business is conducted by: an Individual. This statement was filed with the County Clerk of Los Angeles County. The registrant(s) has (have) commenced to transact business under the fictitious business name or names listed above on: N/A. NOTICE- This Fictitious Name Statement expires five years from the date it was filed in the office of the County Clerk. A new Fictitious Business Name Statement must be filed prior to that date. The filing of this statement does not of itself authorize the use in this state of a Fictitious Business Name in violation of the rights of another under Federal, State, or common law (See section 14411 et seq. Business and Professions Code)(Publish: Mountain Views-News) IDC [459,201,678,305]
fictitious-business-name-notice [912,440,1131,561]
fictitious-business-name-notice [459,70,678,191]
notice-heading: FICTITIOUS BUSINESS NAME STATEMENT [685,687,822,696]
notice-body: The following person(s) is (are) doing business as: [business name], [business address]. Full name of registrant(s) is (are) [registrant], [address]. This business is conducted by: an Individual. This statement was filed with the County Clerk of Los Angeles County. The registrant(s) has (have) commenced to transact business under the fictitious business name or names listed above on: N/A. NOTICE- This Fictitious Name Statement expires five years from the date it was filed in the office of the County Clerk. A new Fictitious Business Name Statement must be filed prior to that date. The filing of this statement does not of itself authorize the use in this state of a Fictitious Business Name in violation of the rights of another under Federal, State, or common law (See section 14411 et seq. Business and Professions Code)(Publish: Mountain Views-News) IDC [685,1561,904,1664]
notice-heading: FICTITIOUS BUSINESS NAME STATEMENT [1138,687,1275,696]
notice-heading: FICTITIOUS BUSINESS NAME STATEMENT [232,811,369,820]
notice-publish-dates: Dates: FEB 12, 19, 26, MARCH 05, 2022 [6,1664,123,1673]
notice-publish-dates: Dates: FEB 12, 19, 26, MARCH 05, 2022 [6,1541,123,1549]
notice-body: The following person(s) is (are) doing business as: [business name], [business address]. Full name of registrant(s) is (are) [registrant], [address]. This business is conducted by: an Individual. This statement was filed with the County Clerk of Los Angeles County. The registrant(s) has (have) commenced to transact business under the fictitious business name or names listed above on: N/A. NOTICE- This Fictitious Name Statement expires five years from the date it was filed in the office of the County Clerk. A new Fictitious Business Name Statement must be filed prior to that date. The filing of this statement does not of itself authorize the use in this state of a Fictitious Business Name in violation of the rights of another under Federal, State, or common law (See section 14411 et seq. Business and Professions Code)(Publish: Mountain Views-News) IDC [685,1066,904,1170]
fictitious-business-name-notice [6,1552,225,1673]
notice-heading: FICTITIOUS BUSINESS NAME STATEMENT [232,934,369,943]
fictitious-business-name-notice [1138,687,1357,808]
notice-heading: FICTITIOUS BUSINESS NAME STATEMENT [232,687,369,696]
notice-publish-dates: Dates: JAN 22, 29, FEB 5, 12, 2022 [1138,675,1240,684]
notice-publish-dates: Dates: FEB 5, 12, 19, 26, 2022 [459,1787,546,1796]
fictitious-business-name-notice [459,687,678,808]
fictitious-business-name-notice [1138,440,1357,561]
fictitious-business-name-notice [1138,1059,1357,1180]
notice-body: The following person(s) is (are) doing business as: [business name], [business address]. Full name of registrant(s) is (are) [registrant], [address]. This business is conducted by: an Individual. This statement was filed with the County Clerk of Los Angeles County. The registrant(s) has (have) commenced to transact business under the fictitious business name or names listed above on: N/A. NOTICE- This Fictitious Name Statement expires five years from the date it was filed in the office of the County Clerk. A new Fictitious Business Name Statement must be filed prior to that date. The filing of this statement does not of itself authorize the use in this state of a Fictitious Business Name in violation of the rights of another under Federal, State, or common law (See section 14411 et seq. Business and Professions Code)(Publish: Mountain Views-News) IDC [459,820,678,922]
notice-heading: FICTITIOUS BUSINESS NAME STATEMENT [1138,811,1275,820]
notice-publish-dates: Dates: FEB 12, 19, 26, MARCH 05, 2022 [232,1046,349,1055]
notice-heading: FICTITIOUS BUSINESS NAME STATEMENT [685,1552,822,1561]
notice-publish-dates: Dates: FEB 5, 12, 19, 26, 2022 [459,799,546,808]
notice-body: The following person(s) is (are) doing business as: [business name], [business address]. Full name of registrant(s) is (are) [registrant], [address]. This business is conducted by: an Individual. This statement was filed with the County Clerk of Los Angeles County. The registrant(s) has (have) commenced to transact business under the fictitious business name or names listed above on: N/A. NOTICE- This Fictitious Name Statement expires five years from the date it was filed in the office of the County Clerk. A new Fictitious Business Name Statement must be filed prior to that date. The filing of this statement does not of itself authorize the use in this state of a Fictitious Business Name in violation of the rights of another under Federal, State, or common law (See section 14411 et seq. Business and Professions Code)(Publish: Mountain Views-News) IDC [6,1066,225,1170]
fictitious-business-name-notice [459,1676,678,1797]
fictitious-business-name-notice [1138,811,1357,932]
notice-heading: FICTITIOUS BUSINESS NAME STATEMENT [912,1552,1048,1561]
notice-body: The following person(s) is (are) doing business as: [business name], [business address]. Full name of registrant(s) is (are) [registrant], [address]. This business is conducted by: an Individual. This statement was filed with the County Clerk of Los Angeles County. The registrant(s) has (have) commenced to transact business under the fictitious business name or names listed above on: N/A. NOTICE- This Fictitious Name Statement expires five years from the date it was filed in the office of the County Clerk. A new Fictitious Business Name Statement must be filed prior to that date. The filing of this statement does not of itself authorize the use in this state of a Fictitious Business Name in violation of the rights of another under Federal, State, or common law (See section 14411 et seq. Business and Professions Code)(Publish: Mountain Views-News) IDC [6,696,225,799]
notice-heading: FICTITIOUS BUSINESS NAME STATEMENT [6,1428,142,1437]
notice-body: The following person(s) is (are) doing business as: [business name], [business address]. Full name of registrant(s) is (are) [registrant], [address]. This business is conducted by: an Individual. This statement was filed with the County Clerk of Los Angeles County. The registrant(s) has (have) commenced to transact business under the fictitious business name or names listed above on: N/A. NOTICE- This Fictitious Name Statement expires five years from the date it was filed in the office of the County Clerk. A new Fictitious Business Name Statement must be filed prior to that date. The filing of this statement does not of itself authorize the use in this state of a Fictitious Business Name in violation of the rights of another under Federal, State, or common law (See section 14411 et seq. Business and Professions Code)(Publish: Mountain Views-News) IDC [232,1561,451,1664]
notice-heading: FICTITIOUS BUSINESS NAME STATEMENT [912,1675,1048,1684]
notice-body: The following person(s) is (are) doing business as: [business name], [business address]. Full name of registrant(s) is (are) [registrant], [address]. This business is conducted by: an Individual. This statement was filed with the County Clerk of Los Angeles County. The registrant(s) has (have) commenced to transact business under the fictitious business name or names listed above on: N/A. NOTICE- This Fictitious Name Statement expires five years from the date it was filed in the office of the County Clerk. A new Fictitious Business Name Statement must be filed prior to that date. The filing of this statement does not of itself authorize the use in this state of a Fictitious Business Name in violation of the rights of another under Federal, State, or common law (See section 14411 et seq. Business and Professions Code)(Publish: Mountain Views-News) IDC [6,1437,225,1541]
notice-publish-dates: Dates: FEB 5, 12, 19, 26, 2022 [685,1046,772,1055]
notice-publish-dates: Dates: FEB 12, 19, 26, MARCH 05, 2022 [232,181,349,190]
notice-body: The following person(s) is (are) doing business as: [business name], [business address]. Full name of registrant(s) is (are) [registrant], [address]. This business is conducted by: an Individual. This statement was filed with the County Clerk of Los Angeles County. The registrant(s) has (have) commenced to transact business under the fictitious business name or names listed above on: N/A. NOTICE- This Fictitious Name Statement expires five years from the date it was filed in the office of the County Clerk. A new Fictitious Business Name Statement must be filed prior to that date. The filing of this statement does not of itself authorize the use in this state of a Fictitious Business Name in violation of the rights of another under Federal, State, or common law (See section 14411 et seq. Business and Professions Code)(Publish: Mountain Views-News) IDC [6,820,225,922]
fictitious-business-name-notice [912,316,1131,437]
notice-column [459,70,678,2537]
notice-body: The following person(s) is (are) doing business as: [business name], [business address]. Full name of registrant(s) is (are) [registrant], [address]. This business is conducted by: an Individual. This statement was filed with the County Clerk of Los Angeles County. The registrant(s) has (have) commenced to transact business under the fictitious business name or names listed above on: N/A. NOTICE- This Fictitious Name Statement expires five years from the date it was filed in the office of the County Clerk. A new Fictitious Business Name Statement must be filed prior to that date. The filing of this statement does not of itself authorize the use in this state of a Fictitious Business Name in violation of the rights of another under Federal, State, or common law (See section 14411 et seq. Business and Professions Code)(Publish: Mountain Views-News) IDC [912,820,1131,922]
notice-publish-dates: Dates: JAN 22, 29, FEB 5, 12, 2022 [1138,1541,1240,1549]
notice-body: The following person(s) is (are) doing business as: [business name], [business address]. Full name of registrant(s) is (are) [registrant], [address]. This business is conducted by: an Individual. This statement was filed with the County Clerk of Los Angeles County. The registrant(s) has (have) commenced to transact business under the fictitious business name or names listed above on: N/A. NOTICE- This Fictitious Name Statement expires five years from the date it was filed in the office of the County Clerk. A new Fictitious Business Name Statement must be filed prior to that date. The filing of this statement does not of itself authorize the use in this state of a Fictitious Business Name in violation of the rights of another under Federal, State, or common law (See section 14411 et seq. Business and Professions Code)(Publish: Mountain Views-News) IDC [232,1684,451,1787]
notice-publish-dates: Dates: FEB 5, 12, 19, 26, 2022 [685,922,772,931]
notice-publish-dates: Dates: FEB 5, 12, 19, 26, 2022 [459,1664,546,1673]
notice-publish-dates: Dates: FEB 5, 12, 19, 26, 2022 [685,1170,772,1179]
notice-publish-dates: Dates: FEB 5, 12, 19, 26, 2022 [685,675,772,684]
footer-email-link[interactable]: Email: editor@mtnviewsnews.com [808,2559,1025,2574]
notice-publish-dates: Dates: FEB 12, 19, 26, MARCH 05, 2022 [6,1293,123,1302]
notice-heading: FICTITIOUS BUSINESS NAME STATEMENT [459,563,595,572]
notice-heading: FICTITIOUS BUSINESS NAME STATEMENT [685,811,822,820]
notice-body: The following person(s) is (are) doing business as: [business name], [business address]. Full name of registrant(s) is (are) [registrant], [address]. This business is conducted by: an Individual. This statement was filed with the County Clerk of Los Angeles County. The registrant(s) has (have) commenced to transact business under the fictitious business name or names listed above on: N/A. NOTICE- This Fictitious Name Statement expires five years from the date it was filed in the office of the County Clerk. A new Fictitious Business Name Statement must be filed prior to that date. The filing of this statement does not of itself authorize the use in this state of a Fictitious Business Name in violation of the rights of another under Federal, State, or common law (See section 14411 et seq. Business and Professions Code)(Publish: Mountain Views-News) IDC [912,1437,1131,1541]
fictitious-business-name-notice [459,564,678,685]
fictitious-business-name-notice [459,194,678,315]
notice-body: The following person(s) is (are) doing business as: [business name], [business address]. Full name of registrant(s) is (are) [registrant], [address]. This business is conducted by: an Individual. This statement was filed with the County Clerk of Los Angeles County. The registrant(s) has (have) commenced to transact business under the fictitious business name or names listed above on: N/A. NOTICE- This Fictitious Name Statement expires five years from the date it was filed in the office of the County Clerk. A new Fictitious Business Name Statement must be filed prior to that date. The filing of this statement does not of itself authorize the use in this state of a Fictitious Business Name in violation of the rights of another under Federal, State, or common law (See section 14411 et seq. Business and Professions Code)(Publish: Mountain Views-News) IDC [459,696,678,799]
notice-heading: FICTITIOUS BUSINESS NAME STATEMENT [685,316,822,325]
notice-body: The following person(s) is (are) doing business as: [business name], [business address]. Full name of registrant(s) is (are) [registrant], [address]. This business is conducted by: an Individual. This statement was filed with the County Clerk of Los Angeles County. The registrant(s) has (have) commenced to transact business under the fictitious business name or names listed above on: N/A. NOTICE- This Fictitious Name Statement expires five years from the date it was filed in the office of the County Clerk. A new Fictitious Business Name Statement must be filed prior to that date. The filing of this statement does not of itself authorize the use in this state of a Fictitious Business Name in violation of the rights of another under Federal, State, or common law (See section 14411 et seq. Business and Professions Code)(Publish: Mountain Views-News) IDC [232,77,451,181]
notice-body: The following person(s) is (are) doing business as: [business name], [business address]. Full name of registrant(s) is (are) [registrant], [address]. This business is conducted by: an Individual. This statement was filed with the County Clerk of Los Angeles County. The registrant(s) has (have) commenced to transact business under the fictitious business name or names listed above on: N/A. NOTICE- This Fictitious Name Statement expires five years from the date it was filed in the office of the County Clerk. A new Fictitious Business Name Statement must be filed prior to that date. The filing of this statement does not of itself authorize the use in this state of a Fictitious Business Name in violation of the rights of another under Federal, State, or common law (See section 14411 et seq. Business and Professions Code)(Publish: Mountain Views-News) IDC [1138,325,1357,429]
notice-publish-dates: Dates: JAN 29, FEB 5, 12, 19, 2022 [912,1541,1014,1549]
notice-publish-dates: Dates: JAN 29, FEB 5, 12, 19, 2022 [912,181,1014,190]
notice-publish-dates: Dates: FEB 12, 19, 26, MARCH 05, 2022 [232,1541,349,1549]
fictitious-business-name-notice [459,1182,678,1303]
notice-publish-dates: Dates: FEB 12, 19, 26, MARCH 05, 2022 [232,429,349,437]
notice-publish-dates: Dates: JAN 29, FEB 5, 12, 19, 2022 [912,799,1014,808]
notice-heading: FICTITIOUS BUSINESS NAME STATEMENT [1138,1304,1275,1313]
notice-publish-dates: Dates: FEB 12, 19, 26, MARCH 05, 2022 [6,1046,123,1055]
notice-heading: FICTITIOUS BUSINESS NAME STATEMENT [6,934,142,943]
notice-heading: FICTITIOUS BUSINESS NAME STATEMENT [912,687,1048,696]
notice-publish-dates: Dates: JAN 29, FEB 5, 12, 19, 2022 [912,675,1014,684]
notice-heading: FICTITIOUS BUSINESS NAME STATEMENT [6,1304,142,1313]
fictitious-business-name-notice [1138,1676,1357,1797]
notice-heading: FICTITIOUS BUSINESS NAME STATEMENT [6,687,142,696]
fictitious-business-name-notice [685,316,904,437]
notice-body: The following person(s) is (are) doing business as: [business name], [business address]. Full name of registrant(s) is (are) [registrant], [address]. This business is conducted by: an Individual. This statement was filed with the County Clerk of Los Angeles County. The registrant(s) has (have) commenced to transact business under the fictitious business name or names listed above on: N/A. NOTICE- This Fictitious Name Statement expires five years from the date it was filed in the office of the County Clerk. A new Fictitious Business Name Statement must be filed prior to that date. The filing of this statement does not of itself authorize the use in this state of a Fictitious Business Name in violation of the rights of another under Federal, State, or common law (See section 14411 et seq. Business and Professions Code)(Publish: Mountain Views-News) IDC [912,1684,1131,1787]
fictitious-business-name-notice [459,1059,678,1180]
fictitious-business-name-notice [685,440,904,561]
fictitious-business-name-notice [912,1305,1131,1426]
notice-publish-dates: Dates: JAN 29, FEB 5, 12, 19, 2022 [912,552,1014,560]
notice-body: The following person(s) is (are) doing business as: [business name], [business address]. Full name of registrant(s) is (are) [registrant], [address]. This business is conducted by: an Individual. This statement was filed with the County Clerk of Los Angeles County. The registrant(s) has (have) commenced to transact business under the fictitious business name or names listed above on: N/A. NOTICE- This Fictitious Name Statement expires five years from the date it was filed in the office of the County Clerk. A new Fictitious Business Name Statement must be filed prior to that date. The filing of this statement does not of itself authorize the use in this state of a Fictitious Business Name in violation of the rights of another under Federal, State, or common law (See section 14411 et seq. Business and Professions Code)(Publish: Mountain Views-News) IDC [912,572,1131,675]
notice-publish-dates: Dates: JAN 22, 29, FEB 5, 12, 2022 [1138,1787,1240,1796]
notice-heading: FICTITIOUS BUSINESS NAME STATEMENT [232,563,369,572]
notice-heading: FICTITIOUS BUSINESS NAME STATEMENT [459,1552,595,1561]
notice-body: The following person(s) is (are) doing business as: [business name], [business address]. Full name of registrant(s) is (are) [registrant], [address]. This business is conducted by: an Individual. This statement was filed with the County Clerk of Los Angeles County. The registrant(s) has (have) commenced to transact business under the fictitious business name or names listed above on: N/A. NOTICE- This Fictitious Name Statement expires five years from the date it was filed in the office of the County Clerk. A new Fictitious Business Name Statement must be filed prior to that date. The filing of this statement does not of itself authorize the use in this state of a Fictitious Business Name in violation of the rights of another under Federal, State, or common law (See section 14411 et seq. Business and Professions Code)(Publish: Mountain Views-News) IDC [685,201,904,305]
fictitious-business-name-notice [6,687,225,808]
fictitious-business-name-notice [912,564,1131,685]
fictitious-business-name-notice [912,687,1131,808]
fictitious-business-name-notice [685,194,904,315]
notice-heading: FICTITIOUS BUSINESS NAME STATEMENT [6,440,142,449]
fictitious-business-name-notice [912,1676,1131,1797]
notice-publish-dates: Dates: JAN 22, 29, FEB 5, 12, 2022 [1138,799,1240,808]
notice-heading: FICTITIOUS BUSINESS NAME STATEMENT [6,563,142,572]
fictitious-business-name-notice [459,440,678,561]
notice-body: The following person(s) is (are) doing business as: [business name], [business address]. Full name of registrant(s) is (are) [registrant], [address]. This business is conducted by: an Individual. This statement was filed with the County Clerk of Los Angeles County. The registrant(s) has (have) commenced to transact business under the fictitious business name or names listed above on: N/A. NOTICE- This Fictitious Name Statement expires five years from the date it was filed in the office of the County Clerk. A new Fictitious Business Name Statement must be filed prior to that date. The filing of this statement does not of itself authorize the use in this state of a Fictitious Business Name in violation of the rights of another under Federal, State, or common law (See section 14411 et seq. Business and Professions Code)(Publish: Mountain Views-News) IDC [912,77,1131,181]
notice-heading: FICTITIOUS BUSINESS NAME STATEMENT [685,1304,822,1313]
notice-heading: FICTITIOUS BUSINESS NAME STATEMENT [6,811,142,820]
fictitious-business-name-notice [6,1059,225,1180]
fictitious-business-name-notice [459,316,678,437]
fictitious-business-name-notice [1138,1182,1357,1303]
notice-heading: FICTITIOUS BUSINESS NAME STATEMENT [1138,1058,1275,1066]
notice-publish-dates: Dates: FEB 5, 12, 19, 26, 2022 [685,1293,772,1302]
fictitious-business-name-notice [685,687,904,808]
notice-body: The following person(s) is (are) doing business as: [business name], [business address]. Full name of registrant(s) is (are) [registrant], [address]. This business is conducted by: an Individual. This statement was filed with the County Clerk of Los Angeles County. The registrant(s) has (have) commenced to transact business under the fictitious business name or names listed above on: N/A. NOTICE- This Fictitious Name Statement expires five years from the date it was filed in the office of the County Clerk. A new Fictitious Business Name Statement must be filed prior to that date. The filing of this statement does not of itself authorize the use in this state of a Fictitious Business Name in violation of the rights of another under Federal, State, or common law (See section 14411 et seq. Business and Professions Code)(Publish: Mountain Views-News) IDC [6,325,225,429]
notice-body: The following person(s) is (are) doing business as: [business name], [business address]. Full name of registrant(s) is (are) [registrant], [address]. This business is conducted by: an Individual. This statement was filed with the County Clerk of Los Angeles County. The registrant(s) has (have) commenced to transact business under the fictitious business name or names listed above on: N/A. NOTICE- This Fictitious Name Statement expires five years from the date it was filed in the office of the County Clerk. A new Fictitious Business Name Statement must be filed prior to that date. The filing of this statement does not of itself authorize the use in this state of a Fictitious Business Name in violation of the rights of another under Federal, State, or common law (See section 14411 et seq. Business and Professions Code)(Publish: Mountain Views-News) IDC [459,1066,678,1170]
fictitious-business-name-notice [912,935,1131,1056]
fictitious-business-name-notice [232,194,451,315]
notice-publish-dates: Dates: FEB 5, 12, 19, 26, 2022 [685,429,772,437]
fictitious-business-name-notice [6,194,225,315]
notice-heading: FICTITIOUS BUSINESS NAME STATEMENT [459,316,595,325]
fictitious-business-name-notice [459,1305,678,1426]
fictitious-business-name-notice [459,1429,678,1550]
notice-body: The following person(s) is (are) doing business as: [business name], [business address]. Full name of registrant(s) is (are) [registrant], [address]. This business is conducted by: an Individual. This statement was filed with the County Clerk of Los Angeles County. The registrant(s) has (have) commenced to transact business under the fictitious business name or names listed above on: N/A. NOTICE- This Fictitious Name Statement expires five years from the date it was filed in the office of the County Clerk. A new Fictitious Business Name Statement must be filed prior to that date. The filing of this statement does not of itself authorize the use in this state of a Fictitious Business Name in violation of the rights of another under Federal, State, or common law (See section 14411 et seq. Business and Professions Code)(Publish: Mountain Views-News) IDC [232,1313,451,1417]
fictitious-business-name-notice [1138,194,1357,315]
notice-column [1138,70,1357,2537]
notice-publish-dates: Dates: FEB 5, 12, 19, 26, 2022 [685,1787,772,1796]
notice-heading: FICTITIOUS BUSINESS NAME STATEMENT [6,1182,142,1190]
notice-heading: FICTITIOUS BUSINESS NAME STATEMENT [912,440,1048,449]
notice-publish-dates: Dates: FEB 5, 12, 19, 26, 2022 [685,799,772,808]
notice-heading: FICTITIOUS BUSINESS NAME STATEMENT [232,1304,369,1313]
fictitious-business-name-notice [1138,1305,1357,1426]
fictitious-business-name-notice [232,564,451,685]
masthead [0,0,1363,64]
notice-heading: FICTITIOUS BUSINESS NAME STATEMENT [232,316,369,325]
notice-body: The following person(s) is (are) doing business as: [business name], [business address]. Full name of registrant(s) is (are) [registrant], [address]. This business is conducted by: an Individual. This statement was filed with the County Clerk of Los Angeles County. The registrant(s) has (have) commenced to transact business under the fictitious business name or names listed above on: N/A. NOTICE- This Fictitious Name Statement expires five years from the date it was filed in the office of the County Clerk. A new Fictitious Business Name Statement must be filed prior to that date. The filing of this statement does not of itself authorize the use in this state of a Fictitious Business Name in violation of the rights of another under Federal, State, or common law (See section 14411 et seq. Business and Professions Code)(Publish: Mountain Views-News) IDC [6,201,225,305]
notice-publish-dates: Dates: FEB 12, 19, 26, MARCH 05, 2022 [232,1417,349,1425]
notice-heading: FICTITIOUS BUSINESS NAME STATEMENT [912,811,1048,820]
fictitious-business-name-notice [1138,1552,1357,1673]
notice-heading: FICTITIOUS BUSINESS NAME STATEMENT [685,1675,822,1684]
notice-heading: FICTITIOUS BUSINESS NAME STATEMENT [1138,1428,1275,1437]
notice-heading: FICTITIOUS BUSINESS NAME STATEMENT [232,1675,369,1684]
notice-body: The following person(s) is (are) doing business as: [business name], [business address]. Full name of registrant(s) is (are) [registrant], [address]. This business is conducted by: an Individual. This statement was filed with the County Clerk of Los Angeles County. The registrant(s) has (have) commenced to transact business under the fictitious business name or names listed above on: N/A. NOTICE- This Fictitious Name Statement expires five years from the date it was filed in the office of the County Clerk. A new Fictitious Business Name Statement must be filed prior to that date. The filing of this statement does not of itself authorize the use in this state of a Fictitious Business Name in violation of the rights of another under Federal, State, or common law (See section 14411 et seq. Business and Professions Code)(Publish: Mountain Views-News) IDC [232,1437,451,1541]
fictitious-business-name-notice [685,70,904,191]
notice-body: The following person(s) is (are) doing business as: [business name], [business address]. Full name of registrant(s) is (are) [registrant], [address]. This business is conducted by: an Individual. This statement was filed with the County Clerk of Los Angeles County. The registrant(s) has (have) commenced to transact business under the fictitious business name or names listed above on: N/A. NOTICE- This Fictitious Name Statement expires five years from the date it was filed in the office of the County Clerk. A new Fictitious Business Name Statement must be filed prior to that date. The filing of this statement does not of itself authorize the use in this state of a Fictitious Business Name in violation of the rights of another under Federal, State, or common law (See section 14411 et seq. Business and Professions Code)(Publish: Mountain Views-News) IDC [232,325,451,429]
fictitious-business-name-notice [912,1552,1131,1673]
notice-body: The following person(s) is (are) doing business as: [business name], [business address]. Full name of registrant(s) is (are) [registrant], [address]. This business is conducted by: an Individual. This statement was filed with the County Clerk of Los Angeles County. The registrant(s) has (have) commenced to transact business under the fictitious business name or names listed above on: N/A. NOTICE- This Fictitious Name Statement expires five years from the date it was filed in the office of the County Clerk. A new Fictitious Business Name Statement must be filed prior to that date. The filing of this statement does not of itself authorize the use in this state of a Fictitious Business Name in violation of the rights of another under Federal, State, or common law (See section 14411 et seq. Business and Professions Code)(Publish: Mountain Views-News) IDC [912,201,1131,305]
notice-body: The following person(s) is (are) doing business as: [business name], [business address]. Full name of registrant(s) is (are) [registrant], [address]. This business is conducted by: an Individual. This statement was filed with the County Clerk of Los Angeles County. The registrant(s) has (have) commenced to transact business under the fictitious business name or names listed above on: N/A. NOTICE- This Fictitious Name Statement expires five years from the date it was filed in the office of the County Clerk. A new Fictitious Business Name Statement must be filed prior to that date. The filing of this statement does not of itself authorize the use in this state of a Fictitious Business Name in violation of the rights of another under Federal, State, or common law (See section 14411 et seq. Business and Professions Code)(Publish: Mountain Views-News) IDC [232,201,451,305]
notice-heading: FICTITIOUS BUSINESS NAME STATEMENT [1138,1675,1275,1684]
notice-heading: FICTITIOUS BUSINESS NAME STATEMENT [685,1058,822,1066]
notice-heading: FICTITIOUS BUSINESS NAME STATEMENT [912,316,1048,325]
notice-body: The following person(s) is (are) doing business as: [business name], [business address]. Full name of registrant(s) is (are) [registrant], [address]. This business is conducted by: an Individual. This statement was filed with the County Clerk of Los Angeles County. The registrant(s) has (have) commenced to transact business under the fictitious business name or names listed above on: N/A. NOTICE- This Fictitious Name Statement expires five years from the date it was filed in the office of the County Clerk. A new Fictitious Business Name Statement must be filed prior to that date. The filing of this statement does not of itself authorize the use in this state of a Fictitious Business Name in violation of the rights of another under Federal, State, or common law (See section 14411 et seq. Business and Professions Code)(Publish: Mountain Views-News) IDC [6,77,225,181]
notice-body: The following person(s) is (are) doing business as: [business name], [business address]. Full name of registrant(s) is (are) [registrant], [address]. This business is conducted by: an Individual. This statement was filed with the County Clerk of Los Angeles County. The registrant(s) has (have) commenced to transact business under the fictitious business name or names listed above on: N/A. NOTICE- This Fictitious Name Statement expires five years from the date it was filed in the office of the County Clerk. A new Fictitious Business Name Statement must be filed prior to that date. The filing of this statement does not of itself authorize the use in this state of a Fictitious Business Name in violation of the rights of another under Federal, State, or common law (See section 14411 et seq. Business and Professions Code)(Publish: Mountain Views-News) IDC [1138,820,1357,922]
fictitious-business-name-notice [912,1429,1131,1550]
notice-publish-dates: Dates: JAN 29, FEB 5, 12, 19, 2022 [912,1046,1014,1055]
notice-body: The following person(s) is (are) doing business as: [business name], [business address]. Full name of registrant(s) is (are) [registrant], [address]. This business is conducted by: an Individual. This statement was filed with the County Clerk of Los Angeles County. The registrant(s) has (have) commenced to transact business under the fictitious business name or names listed above on: N/A. NOTICE- This Fictitious Name Statement expires five years from the date it was filed in the office of the County Clerk. A new Fictitious Business Name Statement must be filed prior to that date. The filing of this statement does not of itself authorize the use in this state of a Fictitious Business Name in violation of the rights of another under Federal, State, or common law (See section 14411 et seq. Business and Professions Code)(Publish: Mountain Views-News) IDC [685,943,904,1046]
notice-publish-dates: Dates: JAN 22, 29, FEB 5, 12, 2022 [1138,305,1240,314]
notice-body: The following person(s) is (are) doing business as: [business name], [business address]. Full name of registrant(s) is (are) [registrant], [address]. This business is conducted by: an Individual. This statement was filed with the County Clerk of Los Angeles County. The registrant(s) has (have) commenced to transact business under the fictitious business name or names listed above on: N/A. NOTICE- This Fictitious Name Statement expires five years from the date it was filed in the office of the County Clerk. A new Fictitious Business Name Statement must be filed prior to that date. The filing of this statement does not of itself authorize the use in this state of a Fictitious Business Name in violation of the rights of another under Federal, State, or common law (See section 14411 et seq. Business and Professions Code)(Publish: Mountain Views-News) IDC [232,1066,451,1170]
notice-publish-dates: Dates: FEB 5, 12, 19, 26, 2022 [685,181,772,190]
notice-publish-dates: Dates: FEB 12, 19, 26, MARCH 05, 2022 [6,552,123,560]
notice-column [912,70,1131,2537]
notice-heading: FICTITIOUS BUSINESS NAME STATEMENT [459,811,595,820]
notice-heading: FICTITIOUS BUSINESS NAME STATEMENT [459,1182,595,1190]
